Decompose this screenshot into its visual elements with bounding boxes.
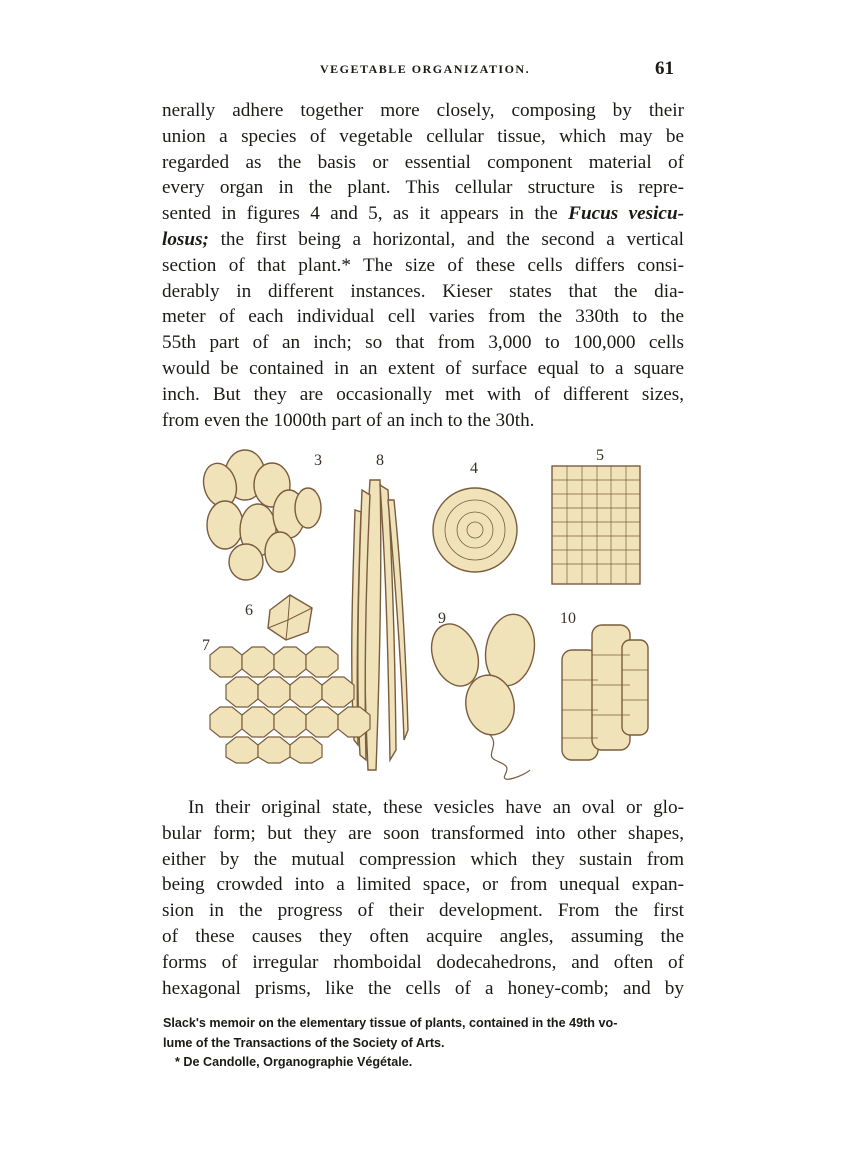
- text-line: In their original state, these vesicles have an oval or glo-: [188, 797, 684, 818]
- text-line: union a species of vegetable cellular tissue, which may be: [162, 125, 684, 147]
- text-line: being crowded into a limited space, or from unequal expan-: [162, 874, 684, 896]
- figure-10-stacked-cells: [562, 625, 648, 760]
- figure-4-round-section: [433, 488, 517, 572]
- text-segment: sented in figures 4 and 5, as it appears in the: [162, 203, 558, 225]
- text-line: [162, 201, 684, 227]
- figure-label: 8: [376, 452, 384, 469]
- footnote-line: Slack's memoir on the elementary tissue of plants, contained in the 49th vo-: [163, 1016, 618, 1030]
- figure-3-oval-cells: [199, 450, 321, 580]
- page-number: 61: [655, 58, 674, 79]
- figure-7-honeycomb: [210, 647, 370, 763]
- text-line: sion in the progress of their development. From the first: [162, 900, 684, 922]
- illustration-plate: [190, 440, 660, 780]
- text-line: 55th part of an inch; so that from 3,000 to 100,000 cells: [162, 332, 684, 354]
- species-name-italic-cont: losus;: [162, 228, 209, 250]
- figure-9-spiral-cells: [423, 610, 540, 779]
- text-line: of these causes they often acquire angles, assuming the: [162, 925, 684, 947]
- text-line: [162, 227, 684, 253]
- footnotes: [163, 1014, 688, 1073]
- footnote-line: * De Candolle, Organographie Végétale.: [175, 1055, 413, 1069]
- text-line: would be contained in an extent of surface equal to a square: [162, 357, 684, 379]
- text-line: regarded as the basis or essential component material of: [162, 151, 684, 173]
- figure-label: 5: [596, 447, 604, 464]
- text-line: derably in different instances. Kieser states that the dia-: [162, 280, 684, 302]
- running-title: VEGETABLE ORGANIZATION.: [320, 62, 531, 76]
- figure-label: 4: [470, 460, 478, 477]
- text-line: section of that plant.* The size of these cells differs consi-: [162, 254, 684, 276]
- figure-label: 9: [438, 610, 446, 627]
- cell-tissue-illustration: [190, 440, 660, 780]
- figure-6-angular-cells: [268, 595, 312, 640]
- text-line: from even the 1000th part of an inch to the 30th.: [162, 409, 535, 431]
- text-line: every organ in the plant. This cellular structure is repre-: [162, 177, 684, 199]
- species-name-italic: Fucus vesicu-: [568, 203, 684, 225]
- text-line: inch. But they are occasionally met with of different sizes,: [162, 383, 684, 405]
- footnote-line: lume of the Transactions of the Society of Arts.: [163, 1035, 445, 1050]
- text-line: hexagonal prisms, like the cells of a honey-comb; and by: [162, 977, 684, 999]
- figure-5-vertical-section: [552, 466, 640, 584]
- text-line: bular form; but they are soon transformed into other shapes,: [162, 822, 684, 844]
- figure-label: 6: [245, 602, 253, 619]
- paragraph-1: [162, 98, 684, 433]
- paragraph-2: [162, 795, 684, 1001]
- figure-label: 3: [314, 452, 322, 469]
- figure-label: 10: [560, 610, 576, 627]
- text-line: nerally adhere together more closely, composing by their: [162, 100, 684, 121]
- text-segment: the first being a horizontal, and the second a vertical: [208, 228, 684, 250]
- text-line: either by the mutual compression which they sustain from: [162, 848, 684, 870]
- text-line: meter of each individual cell varies from the 330th to the: [162, 306, 684, 328]
- text-line: forms of irregular rhomboidal dodecahedrons, and often of: [162, 951, 684, 973]
- figure-label: 7: [202, 637, 210, 654]
